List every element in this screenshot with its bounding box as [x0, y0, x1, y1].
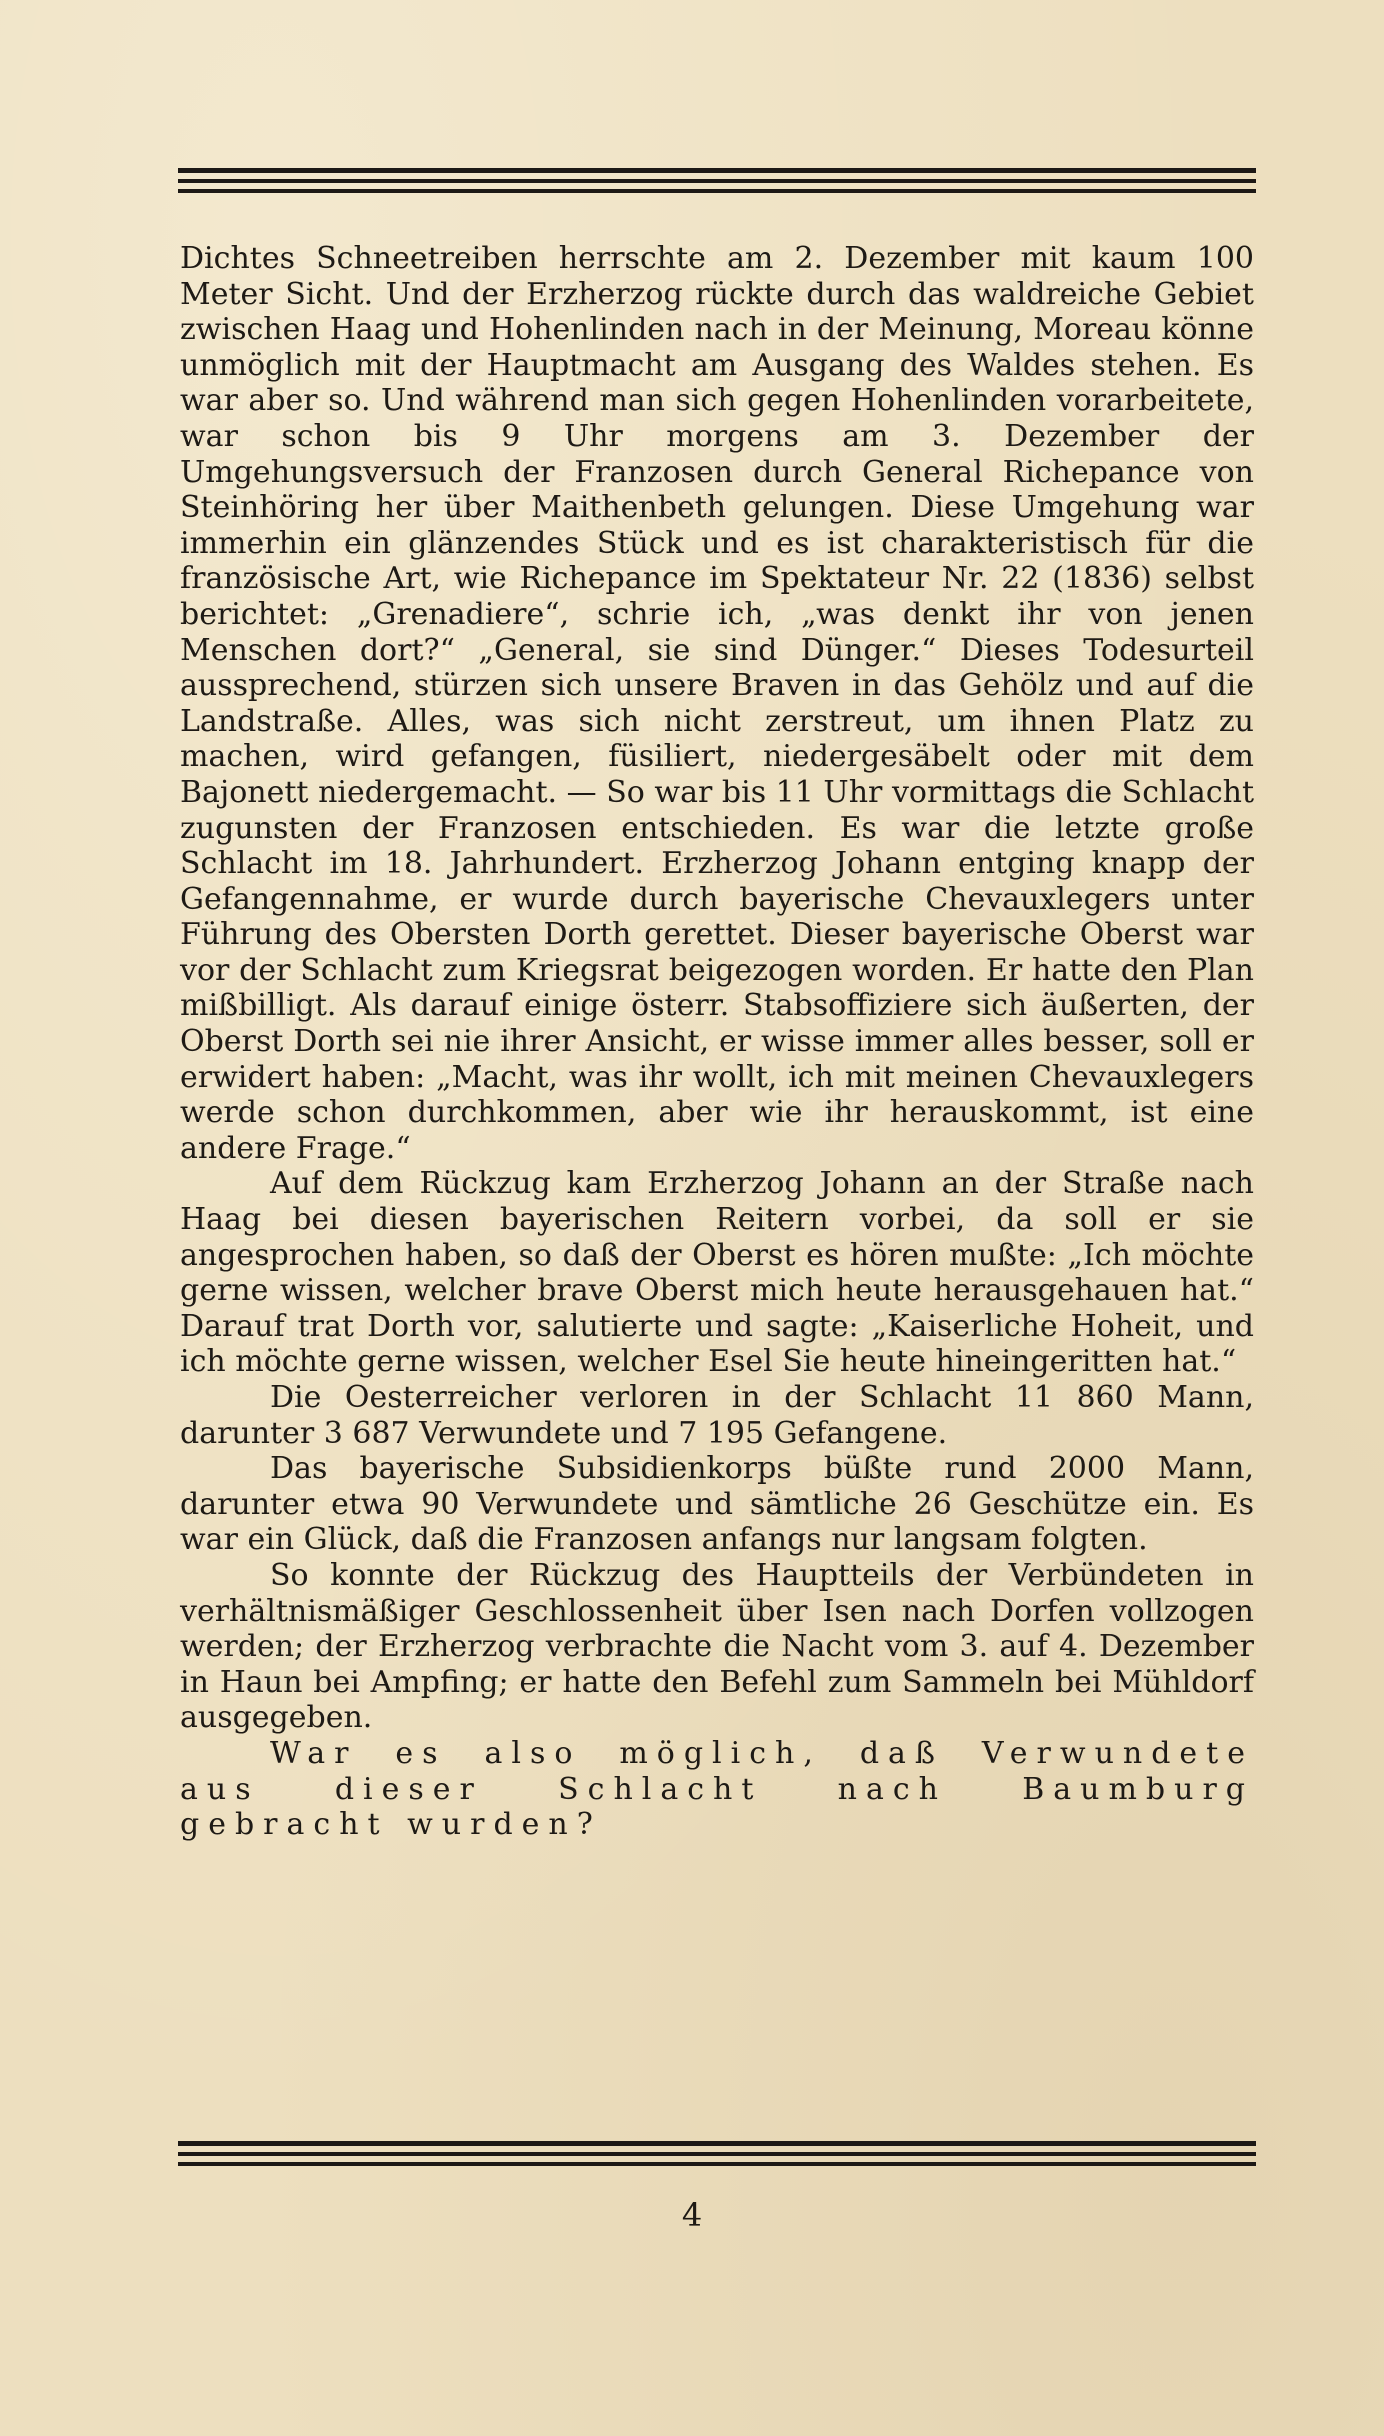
- paragraph-bavarian-losses: Das bayerische Subsidienkorps büßte rund 2000 Mann, darunter etwa 90 Verwundete und sämtliche 26 Geschütze ein. Es war ein Glück, daß die Franzosen anfangs nur langsam folgten.: [180, 1451, 1254, 1558]
- top-rule-line-3: [178, 189, 1256, 193]
- paragraph-battle-account: Dichtes Schneetreiben herrschte am 2. Dezember mit kaum 100 Meter Sicht. Und der Erzherzog rückte durch das waldreiche Gebiet zwischen Haag und Hohenlinden nach in der Meinung, Moreau könne unmöglich mit der Hauptmacht am Ausgang des Waldes stehen. Es war aber so. Und während man sich gegen Hohenlinden vorarbeitete, war schon bis 9 Uhr morgens am 3. Dezember der Umgehungsversuch der Franzosen durch General Richepance von Steinhöring her über Maithenbeth gelungen. Diese Umgehung war immerhin ein glänzendes Stück und es ist charakteristisch für die französische Art, wie Richepance im Spektateur Nr. 22 (1836) selbst berichtet: „Grenadiere“, schrie ich, „was denkt ihr von jenen Menschen dort?“ „General, sie sind Dünger.“ Dieses Todesurteil aussprechend, stürzen sich unsere Braven in das Gehölz und auf die Landstraße. Alles, was sich nicht zerstreut, um ihnen Platz zu machen, wird gefangen, füsiliert, niedergesäbelt oder mit dem Bajonett niedergemacht. — So war bis 11 Uhr vormittags die Schlacht zugunsten der Franzosen entschieden. Es war die letzte große Schlacht im 18. Jahrhundert. Erzherzog Johann entging knapp der Gefangennahme, er wurde durch bayerische Chevauxlegers unter Führung des Obersten Dorth gerettet. Dieser bayerische Oberst war vor der Schlacht zum Kriegsrat beigezogen worden. Er hatte den Plan mißbilligt. Als darauf einige österr. Stabsoffiziere sich äußerten, der Oberst Dorth sei nie ihrer Ansicht, er wisse immer alles besser, soll er erwidert haben: „Macht, was ihr wollt, ich mit meinen Chevauxlegers werde schon durchkommen, aber wie ihr herauskommt, ist eine andere Frage.“: [180, 241, 1254, 1166]
- body-text: [180, 241, 1254, 1843]
- bottom-rule-line-1: [178, 2141, 1256, 2146]
- page-number: 4: [681, 2196, 703, 2234]
- top-rule-line-2: [178, 179, 1256, 183]
- bottom-rule-line-3: [178, 2162, 1256, 2166]
- bottom-double-rule: [178, 2141, 1256, 2172]
- paragraph-closing-question: War es also möglich, daß Verwundete aus dieser Schlacht nach Baumburg gebracht wurden?: [180, 1735, 1254, 1843]
- paragraph-retreat-anecdote: Auf dem Rückzug kam Erzherzog Johann an der Straße nach Haag bei diesen bayerischen Reitern vorbei, da soll er sie angesprochen haben, so daß der Oberst es hören mußte: „Ich möchte gerne wissen, welcher brave Oberst mich heute herausgehauen hat.“ Darauf trat Dorth vor, salutierte und sagte: „Kaiserliche Hoheit, und ich möchte gerne wissen, welcher Esel Sie heute hineingeritten hat.“: [180, 1166, 1254, 1380]
- paragraph-retreat-route: So konnte der Rückzug des Hauptteils der Verbündeten in verhältnismäßiger Geschlossenheit über Isen nach Dorfen vollzogen werden; der Erzherzog verbrachte die Nacht vom 3. auf 4. Dezember in Haun bei Ampfing; er hatte den Befehl zum Sammeln bei Mühldorf ausgegeben.: [180, 1557, 1254, 1736]
- top-rule-line-1: [178, 168, 1256, 173]
- paragraph-austrian-losses: Die Oesterreicher verloren in der Schlacht 11 860 Mann, darunter 3 687 Verwundete und 7 195 Gefangene.: [180, 1380, 1254, 1451]
- top-double-rule: [178, 168, 1256, 199]
- bottom-rule-line-2: [178, 2152, 1256, 2156]
